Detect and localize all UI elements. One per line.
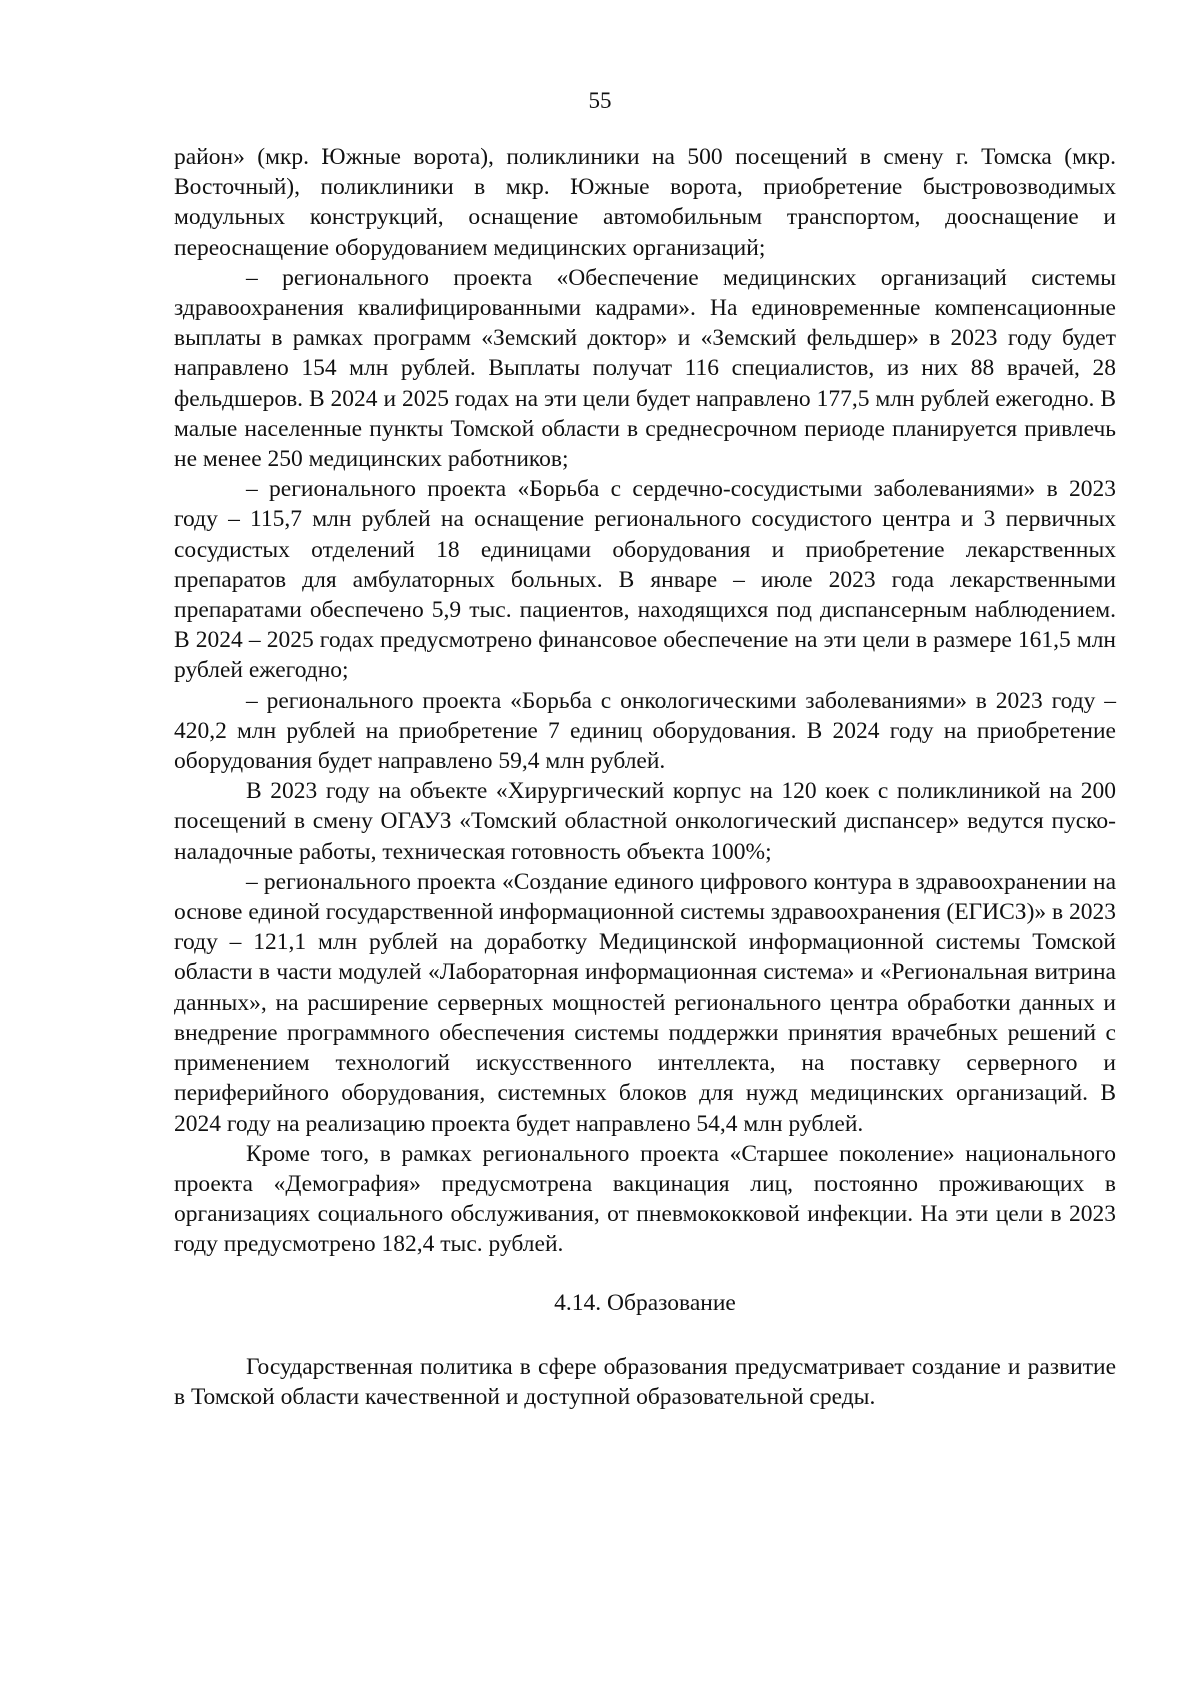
paragraph-digital-contour: – регионального проекта «Создание единого цифрового контура в здравоохранении на основе единой государственной информационной системы здравоохранения (ЕГИСЗ)» в 2023 году – 121,1 млн рублей на доработку Медицинской информационной системы Томской области в части модулей «Лабораторная информационная система» и «Региональная витрина данных», на расширение серверных мощностей регионального центра обработки данных и внедрение программного обеспечения системы поддержки принятия врачебных решений с применением технологий искусственного интеллекта, на поставку серверного и периферийного оборудования, системных блоков для нужд медицинских организаций. В 2024 году на реализацию проекта будет направлено 54,4 млн рублей. <box>174 868 1116 1137</box>
document-body <box>174 142 1116 1412</box>
paragraph-continuation: район» (мкр. Южные ворота), поликлиники на 500 посещений в смену г. Томска (мкр. Восточный), поликлиники в мкр. Южные ворота, приобретение быстровозводимых модульных конструкций, оснащение автомобильным транспортом, дооснащение и переоснащение оборудованием медицинских организаций; <box>174 144 1116 261</box>
paragraph-education-policy: Государственная политика в сфере образования предусматривает создание и развитие в Томской области качественной и доступной образовательной среды. <box>174 1353 1116 1410</box>
paragraph-older-generation: Кроме того, в рамках регионального проекта «Старшее поколение» национального проекта «Демография» предусмотрена вакцинация лиц, постоянно проживающих в организациях социального обслуживания, от пневмококковой инфекции. На эти цели в 2023 году предусмотрено 182,4 тыс. рублей. <box>174 1140 1116 1258</box>
paragraph-oncology: – регионального проекта «Борьба с онкологическими заболеваниями» в 2023 году – 420,2 млн рублей на приобретение 7 единиц оборудования. В 2024 году на приобретение оборудования будет направлено 59,4 млн рублей. <box>174 687 1116 775</box>
page-number: 55 <box>588 88 612 113</box>
section-heading: 4.14. Образование <box>554 1289 736 1316</box>
paragraph-medical-staff: – регионального проекта «Обеспечение медицинских организаций системы здравоохранения квалифицированными кадрами». На единовременные компенсационные выплаты в рамках программ «Земский доктор» и «Земский фельдшер» в 2023 году будет направлено 154 млн рублей. Выплаты получат 116 специалистов, из них 88 врачей, 28 фельдшеров. В 2024 и 2025 годах на эти цели будет направлено 177,5 млн рублей ежегодно. В малые населенные пункты Томской области в среднесрочном периоде планируется привлечь не менее 250 медицинских работников; <box>174 264 1116 473</box>
paragraph-surgical-building: В 2023 году на объекте «Хирургический корпус на 120 коек с поликлиникой на 200 посещений в смену ОГАУЗ «Томский областной онкологический диспансер» ведутся пуско-наладочные работы, техническая готовность объекта 100%; <box>174 778 1116 865</box>
paragraph-cardiovascular: – регионального проекта «Борьба с сердечно-сосудистыми заболеваниями» в 2023 году – 115,7 млн рублей на оснащение регионального сосудистого центра и 3 первичных сосудистых отделений 18 единицами оборудования и приобретение лекарственных препаратов для амбулаторных больных. В январе – июле 2023 года лекарственными препаратами обеспечено 5,9 тыс. пациентов, находящихся под диспансерным наблюдением. В 2024 – 2025 годах предусмотрено финансовое обеспечение на эти цели в размере 161,5 млн рублей ежегодно; <box>174 476 1116 684</box>
